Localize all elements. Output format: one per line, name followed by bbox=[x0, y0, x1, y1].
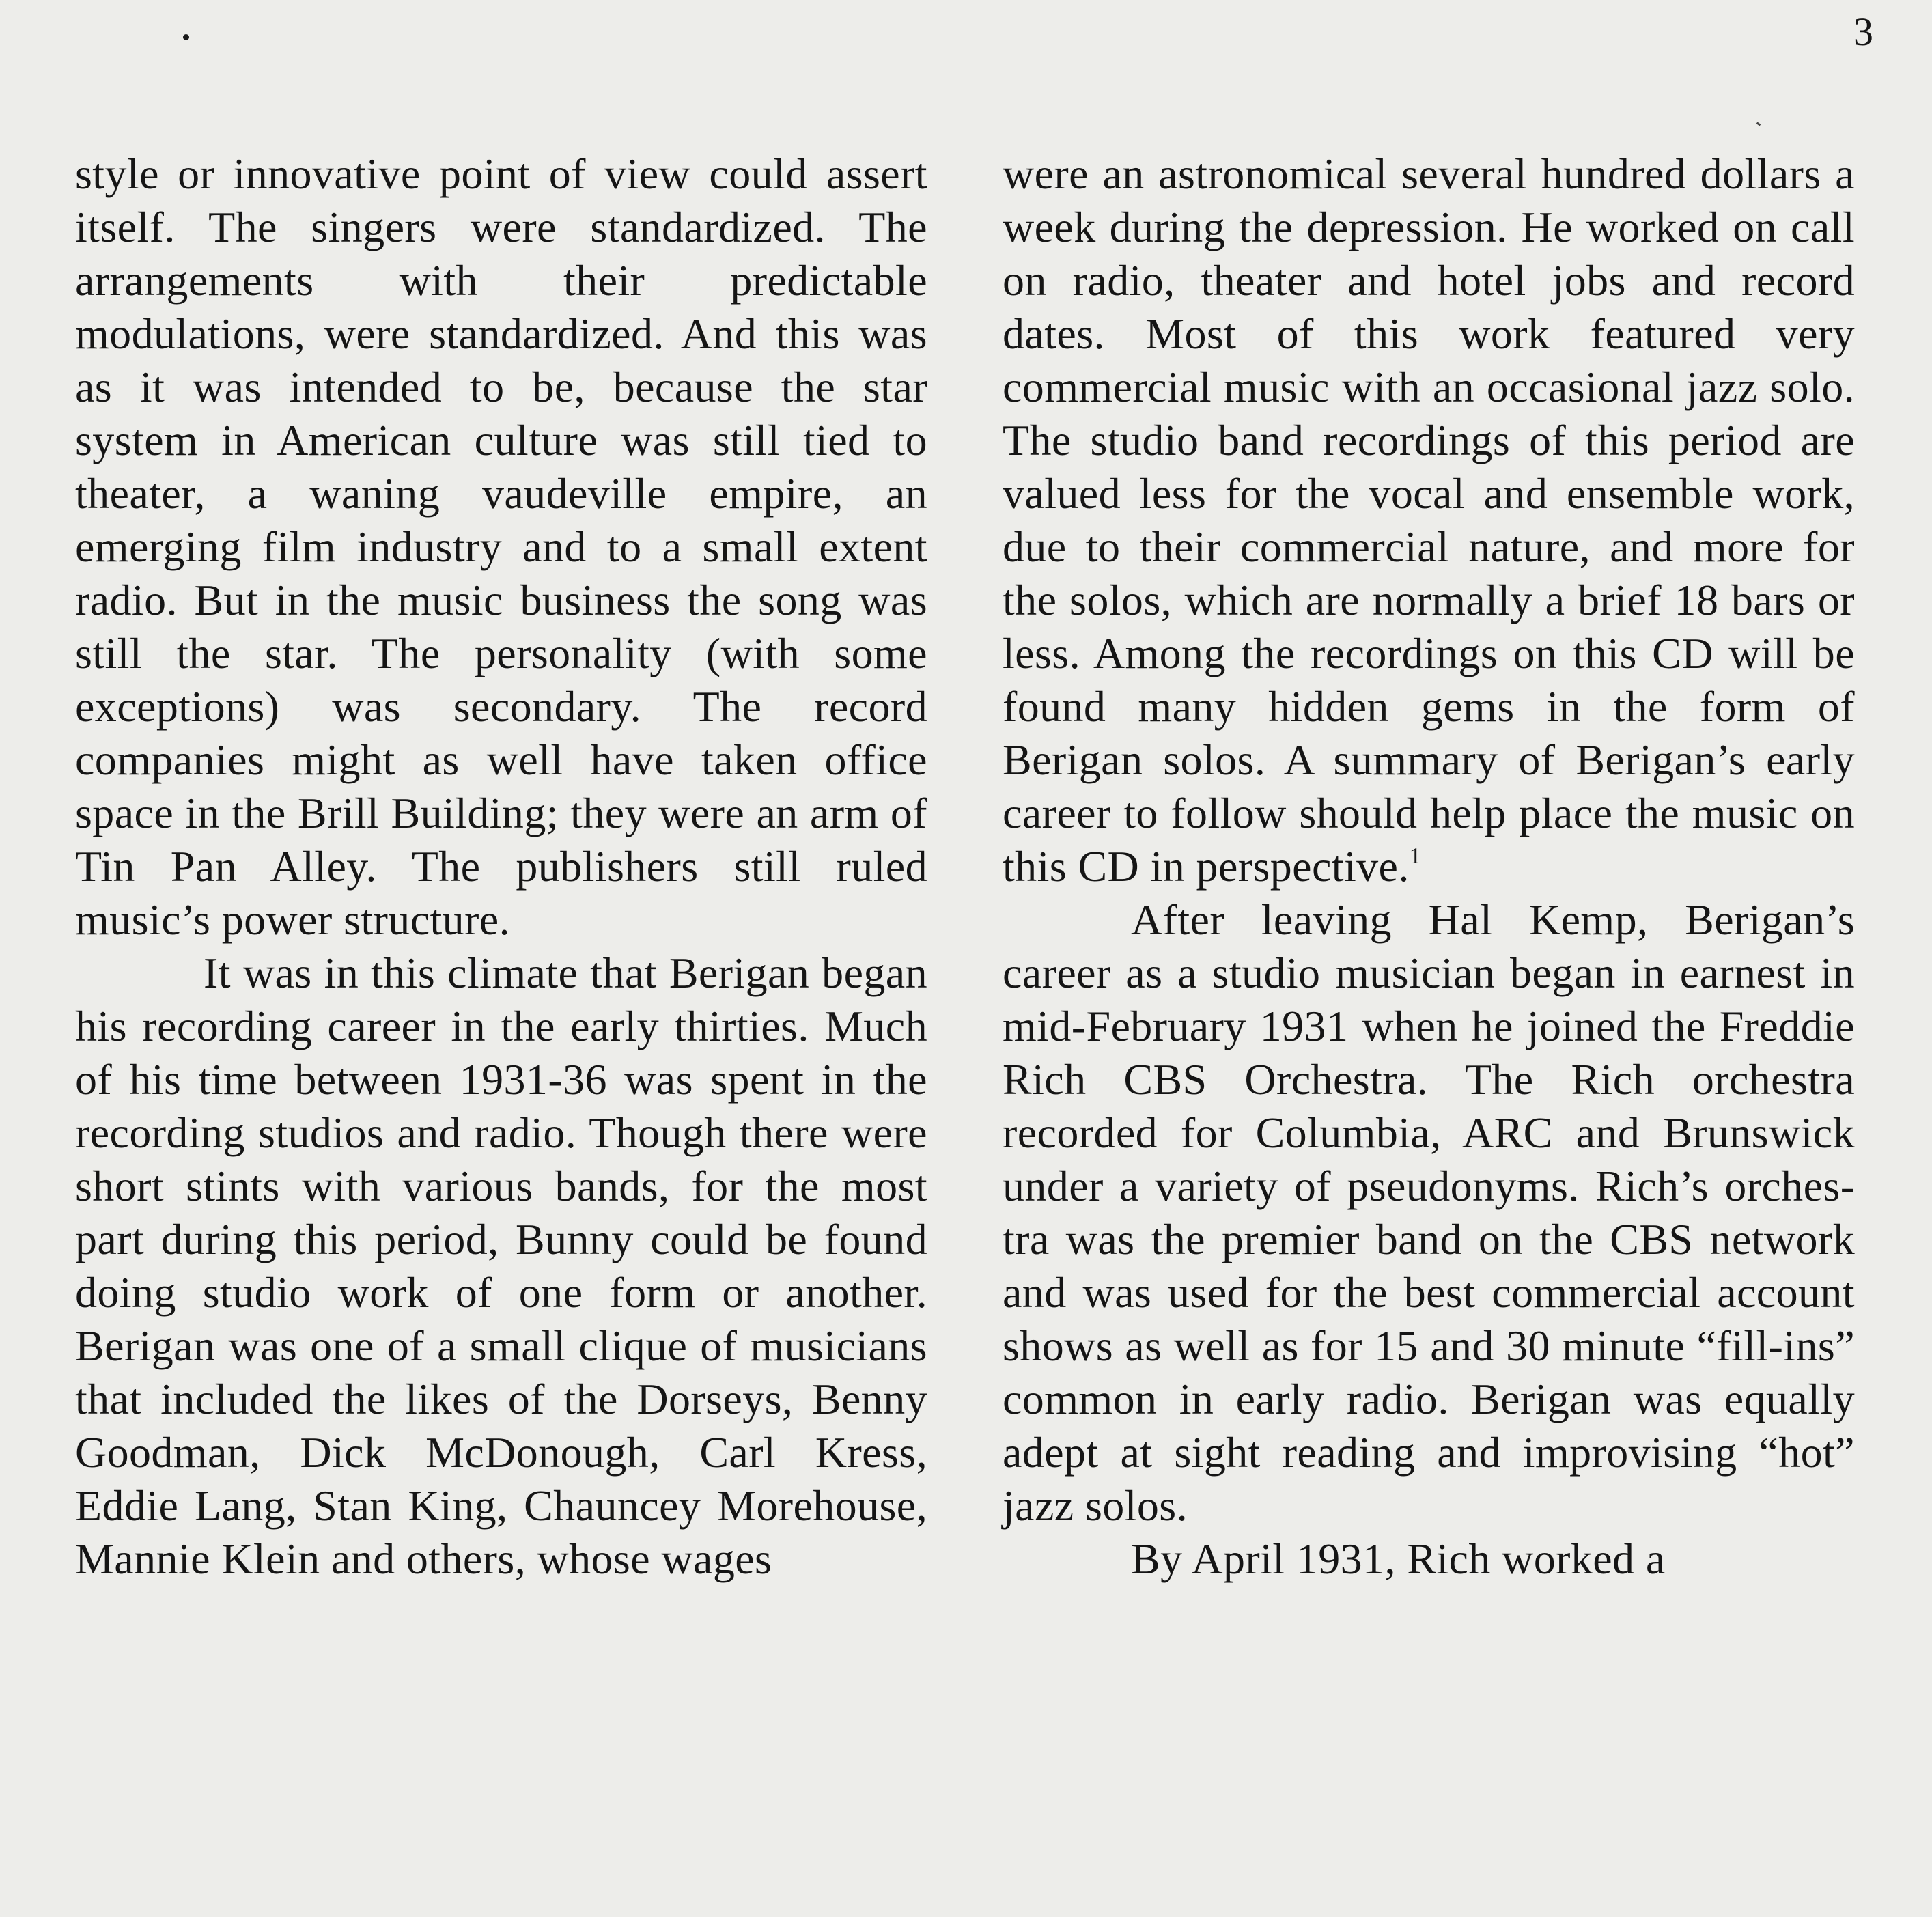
right-paragraph-2: After leaving Hal Kemp, Berigan’s career as a studio musician began in earnest in mid-February 1931 when he joined the Freddie Rich CBS Orchestra. The Rich orchestra recorded for Columbia, ARC and Brunswick under a variety of pseudonyms. Rich’s orchestra was the premier band on the CBS network and was used for the best commercial account shows as well as for 15 and 30 minute “fill-ins” common in early radio. Berigan was equally adept at sight reading and improvising “hot” jazz solos. bbox=[1003, 895, 1855, 1530]
right-paragraph-1 bbox=[1003, 148, 1855, 893]
print-speck-small bbox=[1756, 122, 1761, 126]
footnote-marker: 1 bbox=[1409, 843, 1422, 869]
left-column bbox=[75, 148, 927, 1586]
print-speck bbox=[183, 34, 189, 40]
page-number: 3 bbox=[1853, 10, 1873, 54]
right-paragraph-3: By April 1931, Rich worked a bbox=[1131, 1535, 1666, 1583]
left-paragraph-1: style or innovative point of view could assert itself. The singers were standardized. The arrangements with their predictable modulations, were standardized. And this was as it was intended to be, because the star system in American culture was still tied to theater, a waning vaudeville empire, an emerging film industry and to a small extent radio. But in the music business the song was still the star. The personality (with some exceptions) was secondary. The record companies might as well have taken office space in the Brill Building; they were an arm of Tin Pan Alley. The publishers still ruled music’s power structure. bbox=[75, 150, 927, 944]
left-paragraph-2: It was in this climate that Berigan began his recording career in the early thirties. Much of his time between 1931-36 was spent in the recording studios and radio. Though there were short stints with various bands, for the most part during this period, Bunny could be found doing studio work of one form or another. Berigan was one of a small clique of musicians that included the likes of the Dorseys, Benny Goodman, Dick McDonough, Carl Kress, Eddie Lang, Stan King, Chauncey Morehouse, Mannie Klein and others, whose wages bbox=[75, 949, 927, 1583]
right-paragraph-1-text: were an astronomical several hundred dollars a week during the depression. He worked on call on radio, theater and hotel jobs and record dates. Most of this work featured very commercial music with an occasional jazz solo. The studio band recordings of this period are valued less for the vocal and ensemble work, due to their commercial nature, and more for the solos, which are normally a brief 18 bars or less. Among the recordings on this CD will be found many hidden gems in the form of Berigan solos. A summary of Berigan’s early career to follow should help place the music on this CD in perspective. bbox=[1003, 150, 1855, 891]
right-column bbox=[1003, 148, 1855, 1586]
